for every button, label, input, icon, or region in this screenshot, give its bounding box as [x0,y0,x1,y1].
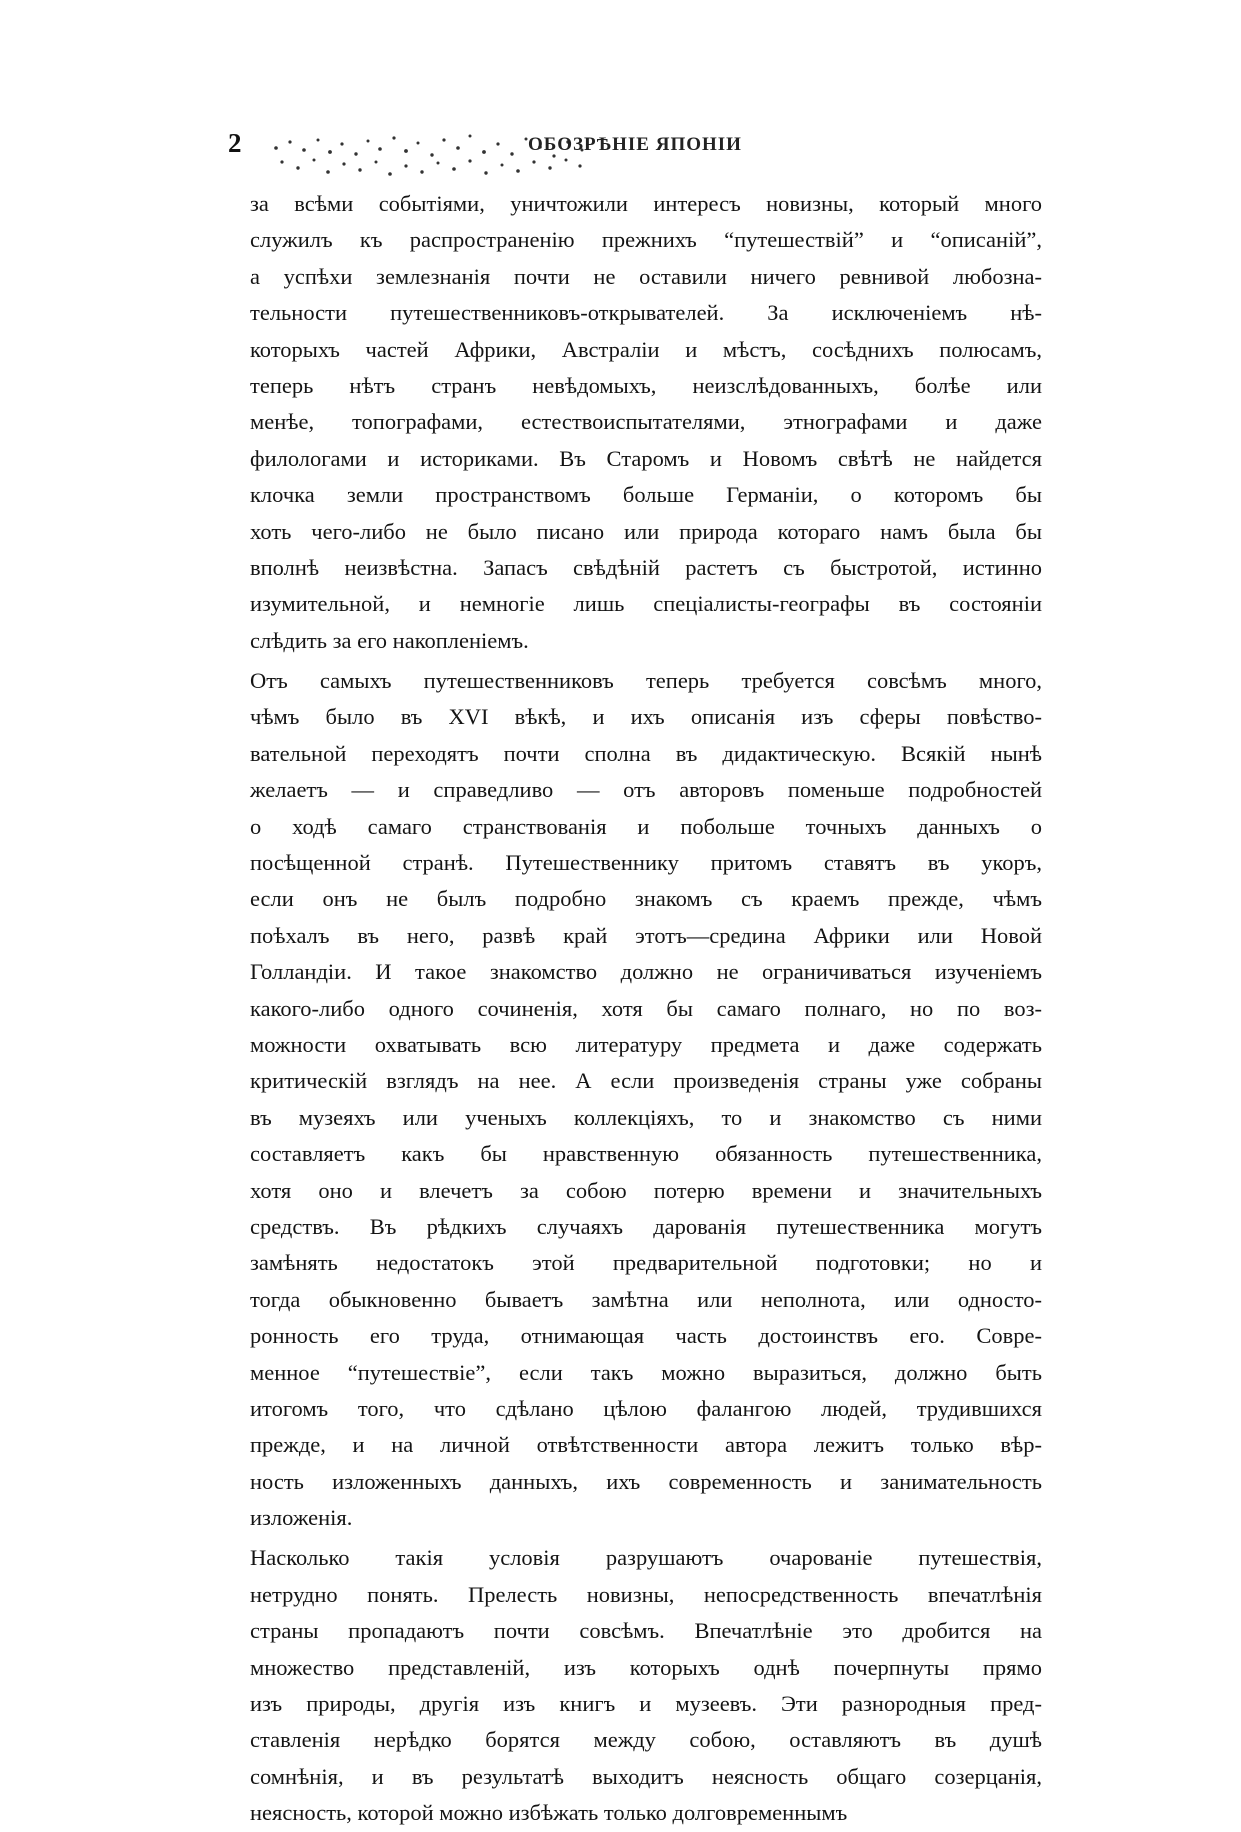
text-line: о ходѣ самаго странствованія и побольше точныхъ данныхъ о [250,813,1042,839]
text-line: замѣнять недостатокъ этой предварительной подготовки; но и [250,1250,1042,1276]
text-line: поѣхалъ въ него, развѣ край этотъ—средина Африки или Новой [250,922,1042,948]
text-line: хоть чего-либо не было писано или природа котораго намъ была бы [250,518,1042,544]
text-line: въ музеяхъ или ученыхъ коллекціяхъ, то и знакомство съ ними [250,1104,1042,1130]
text-line: множество представленій, изъ которыхъ однѣ почерпнуты прямо [250,1654,1042,1680]
text-line: сомнѣнія, и въ результатѣ выходитъ неясность общаго созерцанія, [250,1763,1042,1789]
page-number: 2 [228,128,242,158]
text-line: Голландіи. И такое знакомство должно не ограничиваться изученіемъ [250,959,1042,985]
page-header [228,128,1028,188]
text-line: итогомъ того, что сдѣлано цѣлою фалангою людей, трудившихся [250,1395,1042,1421]
text-line: если онъ не былъ подробно знакомъ съ краемъ прежде, чѣмъ [250,886,1042,912]
text-line: ность изложенныхъ данныхъ, ихъ современность и занимательность [250,1468,1042,1494]
paragraph [250,1540,1042,1831]
text-line: за всѣми событіями, уничтожили интересъ новизны, который много [250,191,1042,216]
text-line: менное “путешествіе”, если такъ можно выразиться, должно быть [250,1359,1042,1385]
text-line: изложенія. [250,1505,353,1531]
running-title: ОБОЗРѢНІЕ ЯПОНІИ [528,134,742,155]
text-line: Насколько такія условія разрушаютъ очарованіе путешествія, [250,1545,1042,1571]
text-line: филологами и историками. Въ Старомъ и Новомъ свѣтѣ не найдется [250,445,1042,471]
text-line: а успѣхи землезнанія почти не оставили ничего ревнивой любозна- [250,263,1042,289]
text-line: посѣщенной странѣ. Путешественнику притомъ ставятъ въ укоръ, [250,850,1042,876]
text-line: нетрудно понять. Прелесть новизны, непосредственность впечатлѣнія [250,1581,1042,1607]
text-line: слѣдить за его накопленіемъ. [250,627,529,653]
text-line: вательной переходятъ почти сполна въ дидактическую. Всякій нынѣ [250,740,1042,766]
text-line: желаетъ — и справедливо — отъ авторовъ поменьше подробностей [250,777,1042,803]
text-line: изъ природы, другія изъ книгъ и музеевъ. Эти разнородныя пред- [250,1691,1042,1717]
text-line: ставленія нерѣдко борятся между собою, оставляютъ въ душѣ [250,1727,1042,1753]
text-line: клочка земли пространствомъ больше Германіи, о которомъ бы [250,482,1042,508]
text-line: прежде, и на личной отвѣтственности автора лежитъ только вѣр- [250,1432,1042,1458]
text-line: составляетъ какъ бы нравственную обязанность путешественника, [250,1141,1042,1167]
text-line: какого-либо одного сочиненія, хотя бы самаго полнаго, но по воз- [250,995,1042,1021]
text-line: ронность его труда, отнимающая часть достоинствъ его. Совре- [250,1323,1042,1349]
text-line: средствъ. Въ рѣдкихъ случаяхъ дарованія путешественника могутъ [250,1213,1042,1239]
text-line: менѣе, топографами, естествоиспытателями, этнографами и даже [250,409,1042,435]
text-line: служилъ къ распространенію прежнихъ “путешествій” и “описаній”, [250,227,1042,253]
text-line: неясность, которой можно избѣжать только долговременнымъ [250,1800,848,1826]
text-line: изумительной, и немногіе лишь спеціалисты-географы въ состояніи [250,591,1042,617]
text-line: вполнѣ неизвѣстна. Запасъ свѣдѣній растетъ съ быстротой, истинно [250,554,1042,580]
text-line: критическій взглядъ на нее. А если произведенія страны уже собраны [250,1068,1042,1094]
text-line: чѣмъ было въ XVI вѣкѣ, и ихъ описанія изъ сферы повѣство- [250,704,1042,730]
text-line: тельности путешественниковъ-открывателей. За исключеніемъ нѣ- [250,300,1042,326]
text-line: тогда обыкновенно бываетъ замѣтна или неполнота, или односто- [250,1286,1042,1312]
text-line: которыхъ частей Африки, Австраліи и мѣстъ, сосѣднихъ полюсамъ, [250,336,1042,362]
text-line: хотя оно и влечетъ за собою потерю времени и значительныхъ [250,1177,1042,1203]
paragraph [250,186,1042,659]
text-line: Отъ самыхъ путешественниковъ теперь требуется совсѣмъ много, [250,668,1042,694]
paragraph [250,663,1042,1536]
text-line: можности охватывать всю литературу предмета и даже содержать [250,1031,1042,1057]
text-line: теперь нѣтъ странъ невѣдомыхъ, неизслѣдованныхъ, болѣе или [250,372,1042,398]
body-text [250,186,1042,1832]
text-line: страны пропадаютъ почти совсѣмъ. Впечатлѣніе это дробится на [250,1618,1042,1644]
